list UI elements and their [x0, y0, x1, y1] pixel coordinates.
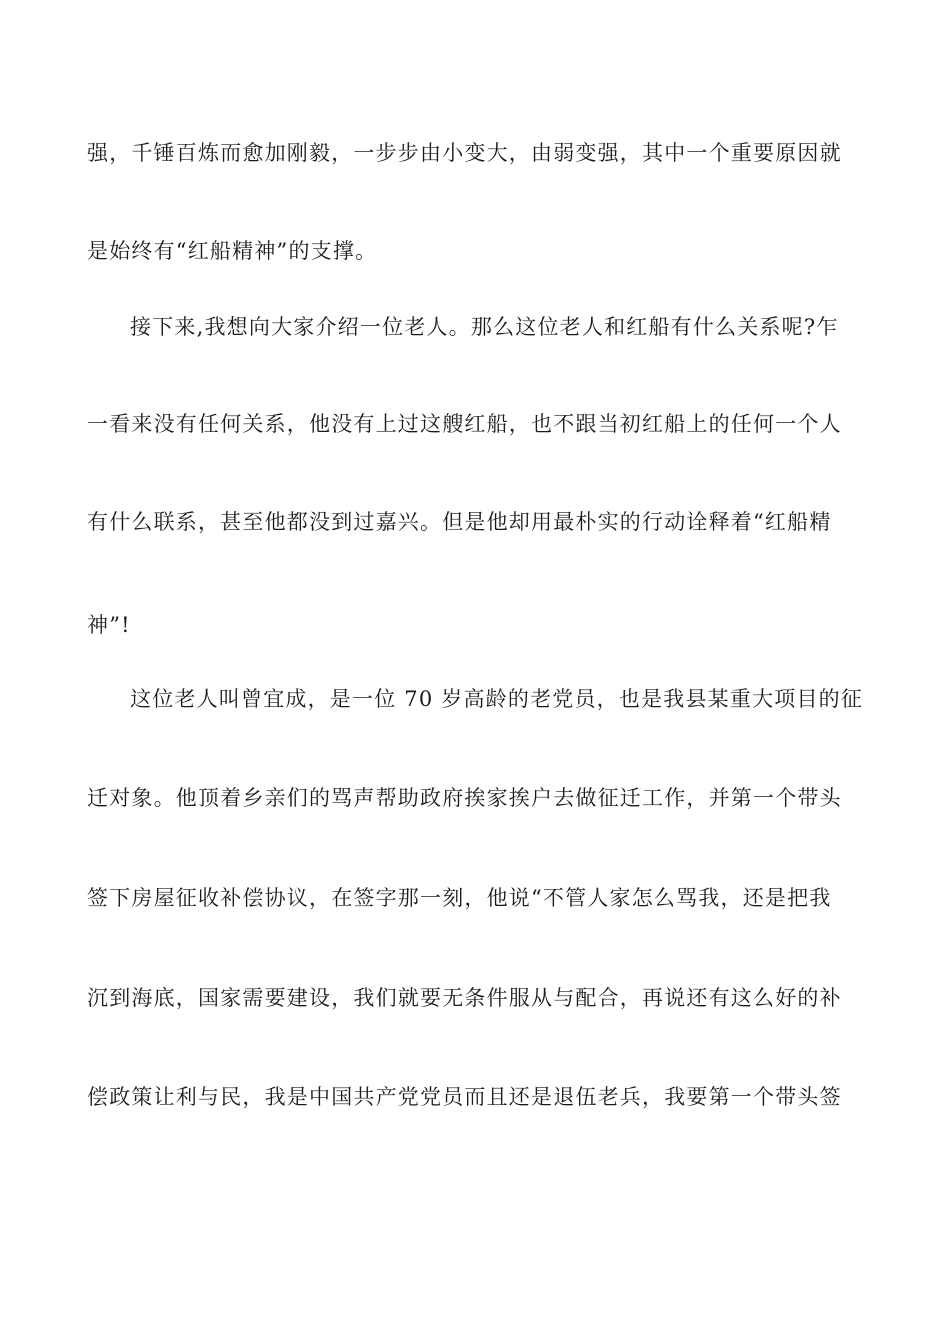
- text-line: 是始终有“红船精神”的支撑。: [87, 239, 378, 263]
- text-line: 神”!: [87, 613, 131, 637]
- text-line: 有什么联系，甚至他都没到过嘉兴。但是他却用最朴实的行动诠释着“红船精: [87, 510, 832, 534]
- text-line: 偿政策让利与民，我是中国共产党党员而且还是退伍老兵，我要第一个带头签: [87, 1085, 842, 1109]
- paragraph-start-line: 这位老人叫曾宜成，是一位 70 岁高龄的老党员，也是我县某重大项目的征: [130, 687, 864, 711]
- paragraph-start-line: 接下来,我想向大家介绍一位老人。那么这位老人和红船有什么关系呢?乍: [130, 315, 839, 339]
- text-line: 迁对象。他顶着乡亲们的骂声帮助政府挨家挨户去做征迁工作，并第一个带头: [87, 786, 842, 810]
- text-line: 强，千锤百炼而愈加刚毅，一步步由小变大，由弱变强，其中一个重要原因就: [87, 141, 842, 165]
- text-line: 签下房屋征收补偿协议，在签字那一刻，他说“不管人家怎么骂我，还是把我: [87, 886, 832, 910]
- text-line: 一看来没有任何关系，他没有上过这艘红船，也不跟当初红船上的任何一个人: [87, 412, 842, 436]
- text-line: 沉到海底，国家需要建设，我们就要无条件服从与配合，再说还有这么好的补: [87, 986, 842, 1010]
